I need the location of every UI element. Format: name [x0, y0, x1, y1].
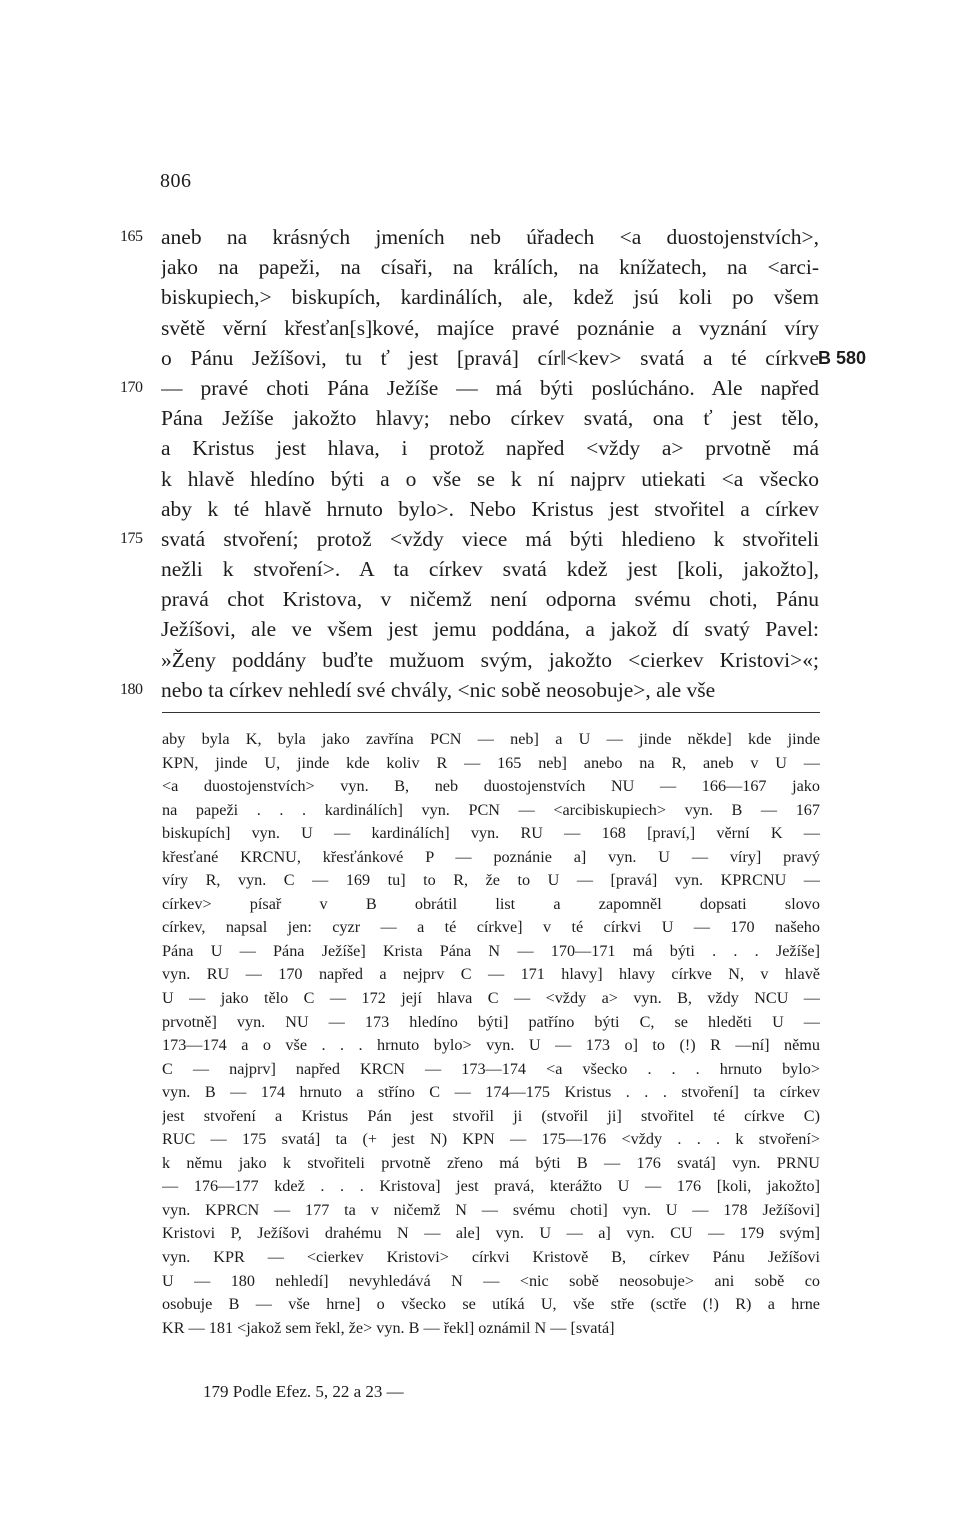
apparatus-line: biskupích] vyn. U — kardinálích] vyn. RU — 168 [praví,] věrní K —	[162, 824, 820, 843]
line-text: — pravé choti Pána Ježíše — má býti poslúcháno. Ale napřed	[161, 375, 819, 400]
text-line	[120, 222, 860, 252]
apparatus-line: jest stvoření a Kristus Pán jest stvořil ji (stvořil ji] stvořitel té církve C)	[162, 1106, 820, 1125]
text-line	[120, 433, 860, 463]
page-number: 806	[160, 170, 192, 192]
text-line	[120, 645, 860, 675]
text-line	[120, 554, 860, 584]
apparatus-line: vyn. RU — 170 napřed a nejprv C — 171 hlavy] hlavy církve N, v hlavě	[162, 965, 820, 984]
text-line	[120, 343, 867, 373]
apparatus-line: vyn. KPRCN — 177 ta v ničemž N — svému choti] vyn. U — 178 Ježíšovi]	[162, 1200, 820, 1219]
footnote: 179 Podle Efez. 5, 22 a 23 —	[203, 1382, 404, 1401]
apparatus-line: U — jako tělo C — 172 její hlava C — <vždy a> vyn. B, vždy NCU —	[162, 989, 820, 1008]
text-line	[120, 313, 860, 343]
apparatus-line: křesťané KRCNU, křesťánkové P — poznánie a] vyn. U — víry] pravý	[162, 847, 820, 866]
text-line	[120, 464, 860, 494]
line-text: o Pánu Ježíšovi, tu ť jest [pravá] cír‖<kev> svatá a té církve	[161, 345, 819, 370]
line-text: svatá stvoření; protož <vždy viece má býti hledieno k stvořiteli	[161, 526, 819, 551]
text-line	[120, 252, 860, 282]
margin-reference: B 580	[818, 347, 867, 368]
text-line	[120, 584, 860, 614]
line-text: nežli k stvoření>. A ta církev svatá kdež jest [koli, jakožto],	[161, 557, 819, 582]
apparatus-line: U — 180 nehledí] nevyhledává N — <nic sobě neosobuje> ani sobě co	[162, 1271, 820, 1290]
apparatus-line: — 176—177 kdež . . . Kristova] jest pravá, kterážto U — 176 [koli, jakožto]	[162, 1177, 820, 1196]
line-number: 170	[120, 378, 143, 396]
apparatus-line: C — najprv] napřed KRCN — 173—174 <a všecko . . . hrnuto bylo>	[162, 1059, 820, 1078]
line-text: biskupiech,> biskupích, kardinálích, ale, kdež jsú koli po všem	[161, 285, 819, 310]
line-text: jako na papeži, na císaři, na králích, na knížatech, na <arci-	[161, 255, 819, 280]
line-number: 165	[120, 228, 143, 245]
line-text: »Ženy poddány buďte mužuom svým, jakožto <cierkev Kristovi>«;	[161, 647, 819, 672]
apparatus-line: Kristovi P, Ježíšovi drahému N — ale] vyn. U — a] vyn. CU — 179 svým]	[162, 1224, 820, 1243]
apparatus-line: víry R, vyn. C — 169 tu] to R, že to U — [pravá] vyn. KPRCNU —	[162, 871, 820, 890]
line-text: k hlavě hledíno býti a o vše se k ní najprv utiekati <a všecko	[161, 466, 819, 491]
line-text: světě věrní křesťan[s]kové, majíce pravé poznánie a vyznání víry	[161, 315, 819, 340]
apparatus-line: církev, napsal jen: cyzr — a té církve] v té církvi U — 170 našeho	[162, 918, 820, 937]
line-text: Pána Ježíše jakožto hlavy; nebo církev svatá, ona ť jest tělo,	[161, 406, 819, 431]
apparatus-line: prvotně] vyn. NU — 173 hledíno býti] patříno býti C, se hleděti U —	[162, 1012, 820, 1031]
apparatus-line: na papeži . . . kardinálích] vyn. PCN — <arcibiskupiech> vyn. B — 167	[162, 800, 820, 819]
text-line	[120, 614, 860, 644]
apparatus-line: církev> písař v B obrátil list a zapomněl dopsati slovo	[162, 894, 820, 913]
apparatus-line: <a duostojenstvích> vyn. B, neb duostojenstvích NU — 166—167 jako	[162, 777, 820, 796]
apparatus-line: k němu jako k stvořiteli prvotně zřeno má býti B — 176 svatá] vyn. PRNU	[162, 1153, 820, 1172]
apparatus-line: RUC — 175 svatá] ta (+ jest N) KPN — 175—176 <vždy . . . k stvoření>	[162, 1130, 820, 1149]
text-line	[120, 373, 860, 403]
text-line	[120, 282, 860, 312]
apparatus-line: KR — 181 <jakož sem řekl, že> vyn. B — řekl] oznámil N — [svatá]	[162, 1318, 615, 1337]
apparatus-line: vyn. KPR — <cierkev Kristovi> církvi Kristově B, církev Pánu Ježíšovi	[162, 1248, 820, 1267]
apparatus-line: osobuje B — vše hrne] o všecko se utíká U, vše stře (sctře (!) R) a hrne	[162, 1295, 820, 1314]
apparatus-line: KPN, jinde U, jinde kde koliv R — 165 neb] anebo na R, aneb v U —	[162, 753, 820, 772]
line-text: pravá chot Kristova, v ničemž není odporna svému choti, Pánu	[161, 587, 819, 612]
apparatus-line: aby byla K, byla jako zavřína PCN — neb] a U — jinde někde] kde jinde	[162, 730, 820, 748]
line-text: aneb na krásných jmeních neb úřadech <a duostojenstvích>,	[161, 225, 819, 249]
text-line	[120, 675, 860, 705]
line-text: nebo ta církev nehledí své chvály, <nic sobě neosobuje>, ale vše	[161, 677, 716, 702]
critical-apparatus	[162, 728, 820, 1340]
apparatus-line: vyn. B — 174 hrnuto a stříno C — 174—175 Kristus . . . stvoření] ta církev	[162, 1083, 820, 1102]
text-line	[120, 524, 860, 554]
text-line	[120, 494, 860, 524]
apparatus-divider	[162, 712, 820, 713]
apparatus-line: 173—174 a o vše . . . hrnuto bylo> vyn. U — 173 o] to (!) R —ní] němu	[162, 1036, 820, 1055]
line-text: Ježíšovi, ale ve všem jest jemu poddána, a jakož dí svatý Pavel:	[161, 617, 819, 642]
line-text: a Kristus jest hlava, i protož napřed <vždy a> prvotně má	[161, 436, 819, 461]
line-text: aby k té hlavě hrnuto bylo>. Nebo Kristus jest stvořitel a církev	[161, 496, 819, 521]
line-number: 180	[120, 680, 143, 698]
line-number: 175	[120, 529, 143, 547]
text-line	[120, 403, 860, 433]
apparatus-line: Pána U — Pána Ježíše] Krista Pána N — 170—171 má býti . . . Ježíše]	[162, 941, 820, 960]
main-text	[120, 222, 867, 705]
